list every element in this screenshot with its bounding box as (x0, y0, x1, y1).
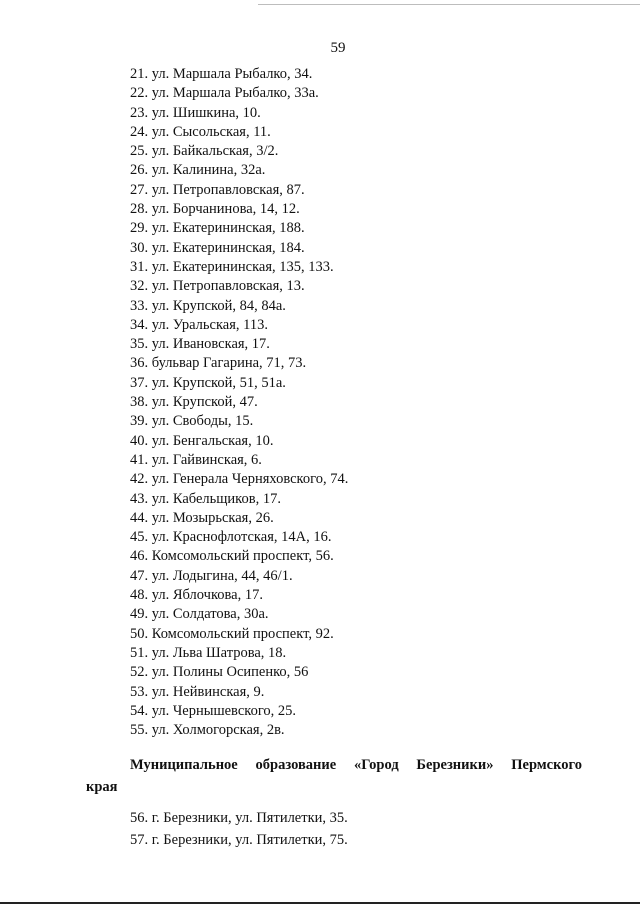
page-number: 59 (330, 40, 346, 56)
scan-edge-top (258, 4, 640, 5)
list-item: 38. ул. Крупской, 47. (130, 394, 258, 411)
list-item: 33. ул. Крупской, 84, 84а. (130, 297, 286, 314)
section-heading-line2: края (86, 779, 118, 795)
list-item: 25. ул. Байкальская, 3/2. (130, 143, 279, 160)
list-item: 22. ул. Маршала Рыбалко, 33а. (130, 85, 319, 102)
list-item: 53. ул. Нейвинская, 9. (130, 683, 265, 700)
list-item: 40. ул. Бенгальская, 10. (130, 432, 274, 449)
list-item: 42. ул. Генерала Черняховского, 74. (130, 471, 349, 488)
list-item: 50. Комсомольский проспект, 92. (130, 625, 334, 642)
list-item: 26. ул. Калинина, 32а. (130, 162, 266, 179)
list-item: 49. ул. Солдатова, 30а. (130, 606, 269, 623)
list-item: 57. г. Березники, ул. Пятилетки, 75. (130, 832, 348, 848)
address-list (130, 65, 348, 740)
scan-edge-bottom (0, 902, 640, 904)
list-item: 23. ул. Шишкина, 10. (130, 104, 261, 121)
list-item: 29. ул. Екатерининская, 188. (130, 220, 305, 237)
list-item: 46. Комсомольский проспект, 56. (130, 548, 334, 565)
section-heading (86, 754, 582, 798)
list-item: 27. ул. Петропавловская, 87. (130, 181, 305, 198)
list-item: 54. ул. Чернышевского, 25. (130, 702, 297, 719)
list-item: 36. бульвар Гагарина, 71, 73. (130, 355, 307, 372)
list-item: 47. ул. Лодыгина, 44, 46/1. (130, 567, 293, 584)
list-item: 37. ул. Крупской, 51, 51а. (130, 374, 286, 391)
list-item: 39. ул. Свободы, 15. (130, 413, 254, 430)
section-address-list (130, 807, 348, 851)
list-item: 44. ул. Мозырьская, 26. (130, 509, 274, 526)
list-item: 35. ул. Ивановская, 17. (130, 336, 270, 353)
list-item: 48. ул. Яблочкова, 17. (130, 587, 263, 604)
list-item: 24. ул. Сысольская, 11. (130, 123, 271, 140)
list-item: 52. ул. Полины Осипенко, 56 (130, 664, 309, 681)
list-item: 41. ул. Гайвинская, 6. (130, 451, 262, 468)
list-item: 45. ул. Краснофлотская, 14А, 16. (130, 529, 332, 546)
list-item: 31. ул. Екатерининская, 135, 133. (130, 258, 334, 275)
section-heading-line1: Муниципальное образование «Город Березники» Пермского (130, 757, 582, 773)
list-item: 21. ул. Маршала Рыбалко, 34. (130, 66, 313, 82)
list-item: 30. ул. Екатерининская, 184. (130, 239, 305, 256)
list-item: 51. ул. Льва Шатрова, 18. (130, 644, 287, 661)
list-item: 34. ул. Уральская, 113. (130, 316, 268, 333)
list-item: 28. ул. Борчанинова, 14, 12. (130, 201, 300, 218)
list-item: 56. г. Березники, ул. Пятилетки, 35. (130, 810, 348, 826)
list-item: 43. ул. Кабельщиков, 17. (130, 490, 281, 507)
list-item: 32. ул. Петропавловская, 13. (130, 278, 305, 295)
list-item: 55. ул. Холмогорская, 2в. (130, 722, 285, 739)
